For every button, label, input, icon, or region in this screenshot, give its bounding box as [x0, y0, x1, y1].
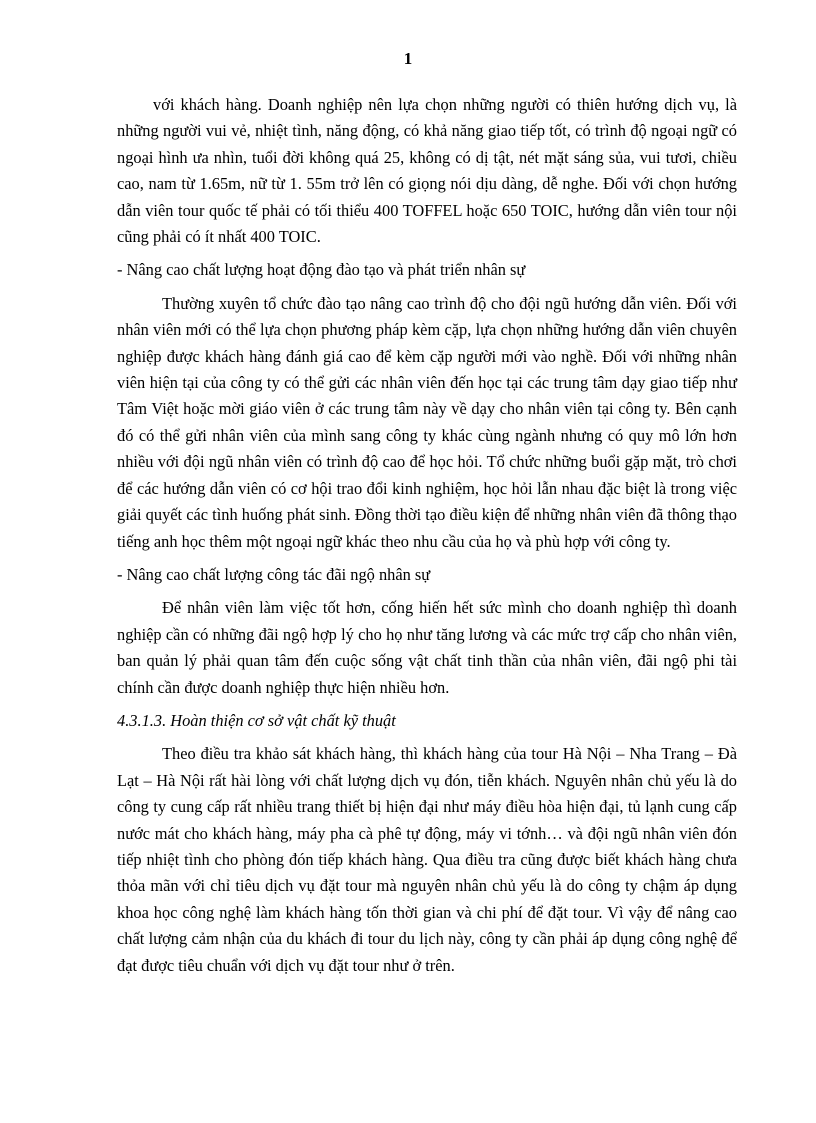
section-heading-facilities: 4.3.1.3. Hoàn thiện cơ sở vật chất kỹ thuật [117, 710, 396, 730]
page-number: 1 [403, 49, 413, 68]
bullet-compensation: - Nâng cao chất lượng công tác đãi ngộ nhân sự [117, 564, 431, 584]
paragraph-training: Thường xuyên tổ chức đào tạo nâng cao trình độ cho đội ngũ hướng dẫn viên. Đối với nhân viên mới có thể lựa chọn phương pháp kèm cặp, lựa chọn những hướng dẫn viên chuyên nghiệp được khách hàng đánh giá cao để kèm cặp người mới vào nghề. Đối với những nhân viên hiện tại của công ty có thể gửi các nhân viên đến học tại các trung tâm dạy giao tiếp như Tâm Việt hoặc mời giáo viên ở các trung tâm này về dạy cho nhân viên tại công ty. Bên cạnh đó có thể gửi nhân viên của mình sang công ty khác cùng ngành nhưng có quy mô lớn hơn nhiều với đội ngũ nhân viên có trình độ cao để học hỏi. Tổ chức những buổi gặp mặt, trò chơi để các hướng dẫn viên có cơ hội trao đổi kinh nghiệm, học hỏi lẫn nhau đặc biệt là trong việc giải quyết các tình huống phát sinh. Đồng thời tạo điều kiện để những nhân viên đã thông thạo tiếng anh học thêm một ngoại ngữ khác theo nhu cầu của họ và phù hợp với công ty. [117, 293, 737, 551]
bullet-training-development: - Nâng cao chất lượng hoạt động đào tạo và phát triển nhân sự [117, 260, 526, 280]
paragraph-facilities: Theo điều tra khảo sát khách hàng, thì khách hàng của tour Hà Nội – Nha Trang – Đà Lạt – Hà Nội rất hài lòng với chất lượng dịch vụ đón, tiễn khách. Nguyên nhân chủ yếu là do công ty cung cấp rất nhiều trang thiết bị hiện đại như máy điều hòa hiện đại, tủ lạnh cung cấp nước mát cho khách hàng, máy pha cà phê tự động, máy vi tớnh… và đội ngũ nhân viên đón tiếp nhiệt tình cho phòng đón tiếp khách hàng. Qua điều tra cũng được biết khách hàng chưa thỏa mãn với chỉ tiêu dịch vụ đặt tour mà nguyên nhân chủ yếu là do công ty chậm áp dụng khoa học công nghệ làm khách hàng tốn thời gian và chi phí để đặt tour. Vì vậy để nâng cao chất lượng cảm nhận của du khách đi tour du lịch này, công ty cần phải áp dụng công nghệ để đạt được tiêu chuẩn với dịch vụ đặt tour như ở trên. [117, 744, 737, 975]
paragraph-recruitment-criteria: với khách hàng. Doanh nghiệp nên lựa chọn những người có thiên hướng dịch vụ, là những người vui vẻ, nhiệt tình, năng động, có khả năng giao tiếp tốt, có trình độ ngoại ngữ có ngoại hình ưa nhìn, tuổi đời không quá 25, không có dị tật, nét mặt sáng sủa, vui tươi, chiều cao, nam từ 1.65m, nữ từ 1. 55m trở lên có giọng nói dịu dàng, dễ nghe. Đối với chọn hướng dẫn viên tour quốc tế phải có tối thiểu 400 TOFFEL hoặc 650 TOIC, hướng dẫn viên tour nội cũng phải có ít nhất 400 TOIC. [117, 95, 737, 247]
document-body [117, 92, 737, 979]
paragraph-compensation: Để nhân viên làm việc tốt hơn, cống hiến hết sức mình cho doanh nghiệp thì doanh nghiệp cần có những đãi ngộ hợp lý cho họ như tăng lương và các mức trợ cấp cho nhân viên, ban quản lý phải quan tâm đến cuộc sống vật chất tinh thần của nhân viên, đãi ngộ phi tài chính cần được doanh nghiệp thực hiện nhiều hơn. [117, 598, 737, 697]
